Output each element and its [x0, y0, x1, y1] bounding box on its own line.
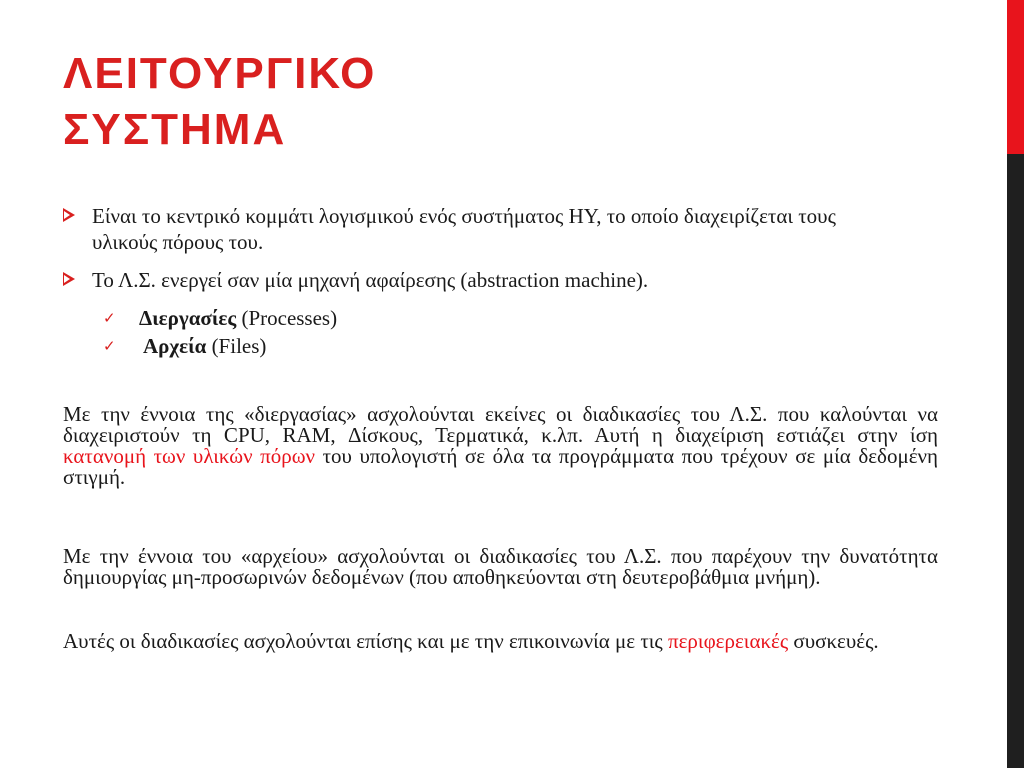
paragraph-peripherals: [63, 631, 938, 652]
sub-bullet-bold-2: Αρχεία: [143, 334, 207, 358]
paragraph-1-text-end: του υπολογιστή σε όλα τα προγράμματα που τρέχουν σε μία δεδομένη στιγμή.: [63, 444, 939, 489]
paragraph-3-text-end: συσκευές.: [788, 629, 879, 653]
bullet-text-2: Το Λ.Σ. ενεργεί σαν μία μηχανή αφαίρεσης (abstraction machine).: [92, 268, 649, 292]
sub-bullet-rest-1: (Processes): [236, 306, 338, 330]
slide-title: [63, 46, 376, 158]
side-accent-bar-dark: [1007, 154, 1024, 768]
check-mark-icon: ✓: [103, 337, 116, 355]
slide-title-line-2: ΣΥΣΤΗΜΑ: [63, 105, 287, 154]
paragraph-files: Με την έννοια του «αρχείου» ασχολούνται οι διαδικασίες του Λ.Σ. που παρέχουν την δυνατότητα δημιουργίας μη-προσωρινών δεδομένων (που αποθηκεύονται στη δευτεροβάθμια μνήμη).: [63, 544, 938, 589]
arrow-bullet-icon: [63, 208, 75, 222]
bullet-item-2: [63, 267, 863, 293]
sub-bullet-item-2: [103, 332, 266, 360]
side-accent-bar-red: [1007, 0, 1024, 154]
check-mark-icon: ✓: [103, 309, 116, 327]
sub-bullet-bold-1: Διεργασίες: [139, 306, 237, 330]
sub-bullet-rest-2: (Files): [206, 334, 267, 358]
bullet-item-1: [63, 203, 863, 255]
paragraph-3-text: Αυτές οι διαδικασίες ασχολούνται επίσης και με την επικοινωνία με τις: [63, 629, 669, 653]
paragraph-1-highlight: κατανομή των υλικών πόρων: [63, 444, 316, 468]
paragraph-3-highlight: περιφερειακές: [668, 629, 789, 653]
slide-title-line-1: ΛΕΙΤΟΥΡΓΙΚΟ: [63, 49, 377, 98]
arrow-bullet-icon: [63, 272, 75, 286]
paragraph-1-text: Με την έννοια της «διεργασίας» ασχολούνται εκείνες οι διαδικασίες του Λ.Σ. που καλούνται να διαχειριστούν τη CPU, RAM, Δίσκους, Τερματικά, κ.λπ. Αυτή η διαχείριση εστιάζει στην ίση: [63, 402, 938, 447]
bullet-text-1: Είναι το κεντρικό κομμάτι λογισμικού ενός συστήματος ΗΥ, το οποίο διαχειρίζεται τους υλικούς πόρους του.: [92, 204, 836, 254]
sub-bullet-item-1: [103, 304, 337, 332]
paragraph-processes: [63, 404, 938, 488]
